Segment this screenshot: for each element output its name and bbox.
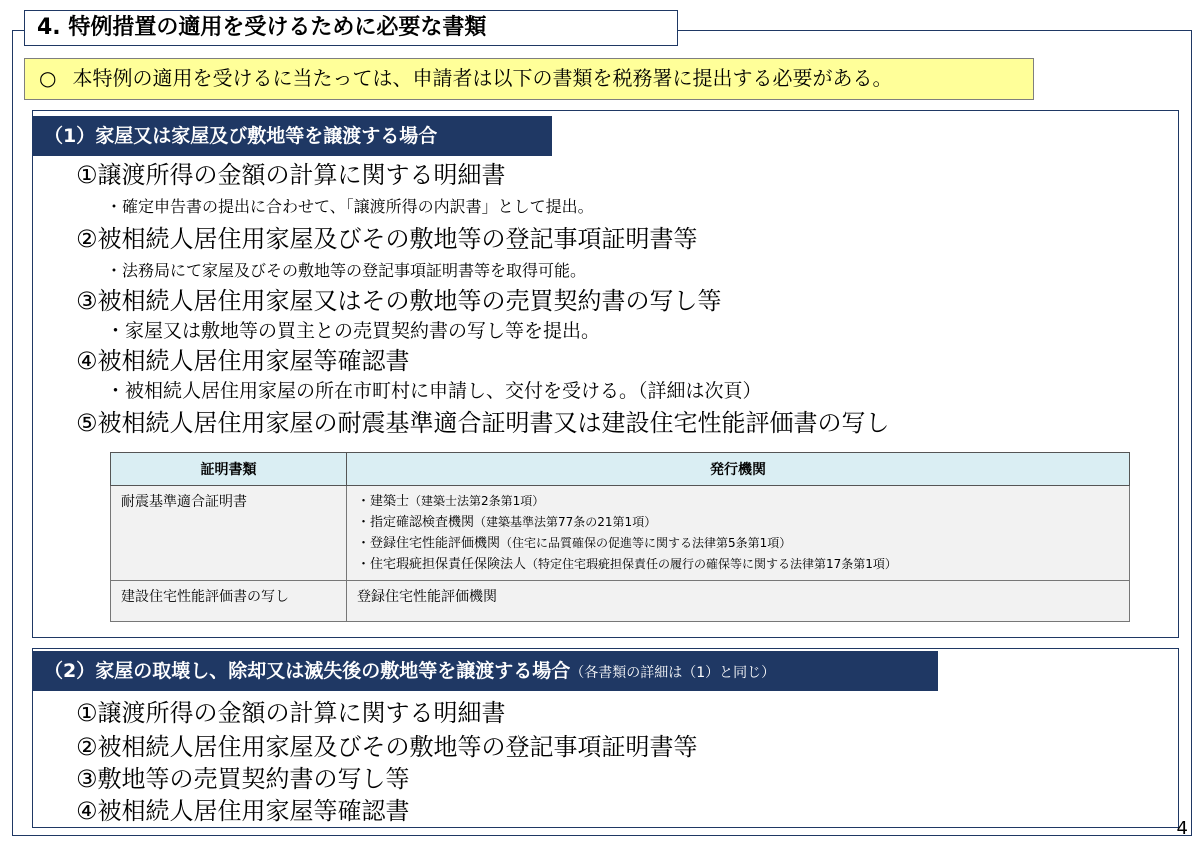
section2-header: [32, 651, 938, 691]
table-header-row: [111, 453, 1130, 486]
section1-item-2-note: ・法務局にて家屋及びその敷地等の登記事項証明書等を取得可能。: [106, 261, 587, 280]
section1-item-4: ④被相続人居住用家屋等確認書: [76, 347, 410, 375]
issuer-name: ・指定確認検査機関: [357, 515, 475, 530]
notice-box: [24, 58, 1034, 100]
section1-item-2: ②被相続人居住用家屋及びその敷地等の登記事項証明書等: [76, 225, 698, 253]
page-title: 4. 特例措置の適用を受けるために必要な書類: [24, 10, 678, 46]
issuer-line: [357, 554, 1119, 575]
section1-header: （1）家屋又は家屋及び敷地等を譲渡する場合: [32, 116, 552, 156]
issuer-detail: （特定住宅瑕疵担保責任の履行の確保等に関する法律第17条第1項）: [526, 557, 897, 571]
section1-item-4-note: ・被相続人居住用家屋の所在市町村に申請し、交付を受ける。（詳細は次頁）: [106, 380, 762, 402]
section2-item-4: ④被相続人居住用家屋等確認書: [76, 797, 410, 825]
col-header-document: 証明書類: [111, 453, 347, 486]
table-row: [111, 486, 1130, 581]
issuer-name: ・建築士: [357, 494, 410, 509]
section1-item-1: ①譲渡所得の金額の計算に関する明細書: [76, 161, 506, 189]
section1-item-3-note: ・家屋又は敷地等の買主との売買契約書の写し等を提出。: [106, 320, 601, 342]
issuer-name: ・住宅瑕疵担保責任保険法人: [357, 557, 527, 572]
page-number: 4: [1176, 818, 1188, 839]
section2-item-1: ①譲渡所得の金額の計算に関する明細書: [76, 699, 506, 727]
issuer-line: [357, 491, 1119, 512]
row1-document: 耐震基準適合証明書: [111, 486, 347, 581]
issuer-line: [357, 512, 1119, 533]
issuer-detail: （住宅に品質確保の促進等に関する法律第5条第1項）: [500, 536, 792, 550]
row2-issuer: 登録住宅性能評価機関: [347, 581, 1130, 622]
notice-bullet: ○: [39, 66, 57, 90]
notice-text: 本特例の適用を受けるに当たっては、申請者は以下の書類を税務署に提出する必要がある。: [72, 66, 893, 90]
table-row: [111, 581, 1130, 622]
issuer-name: ・登録住宅性能評価機関: [357, 536, 501, 551]
issuer-detail: （建築士法第2条第1項）: [409, 494, 545, 508]
issuer-line: [357, 533, 1119, 554]
col-header-issuer: 発行機関: [347, 453, 1130, 486]
certificate-table: [110, 452, 1130, 622]
section2-item-2: ②被相続人居住用家屋及びその敷地等の登記事項証明書等: [76, 733, 698, 761]
section1-item-3: ③被相続人居住用家屋又はその敷地等の売買契約書の写し等: [76, 287, 722, 315]
row2-document: 建設住宅性能評価書の写し: [111, 581, 347, 622]
section1-item-1-note: ・確定申告書の提出に合わせて、「譲渡所得の内訳書」として提出。: [106, 197, 594, 216]
section1-item-5: ⑤被相続人居住用家屋の耐震基準適合証明書又は建設住宅性能評価書の写し: [76, 409, 890, 437]
section2-header-title: （2）家屋の取壊し、除却又は滅失後の敷地等を譲渡する場合: [44, 660, 571, 682]
section2-header-note: （各書類の詳細は（1）と同じ）: [570, 665, 776, 681]
section2-item-3: ③敷地等の売買契約書の写し等: [76, 765, 410, 793]
row1-issuers: [347, 486, 1130, 581]
issuer-detail: （建築基準法第77条の21第1項）: [474, 515, 657, 529]
